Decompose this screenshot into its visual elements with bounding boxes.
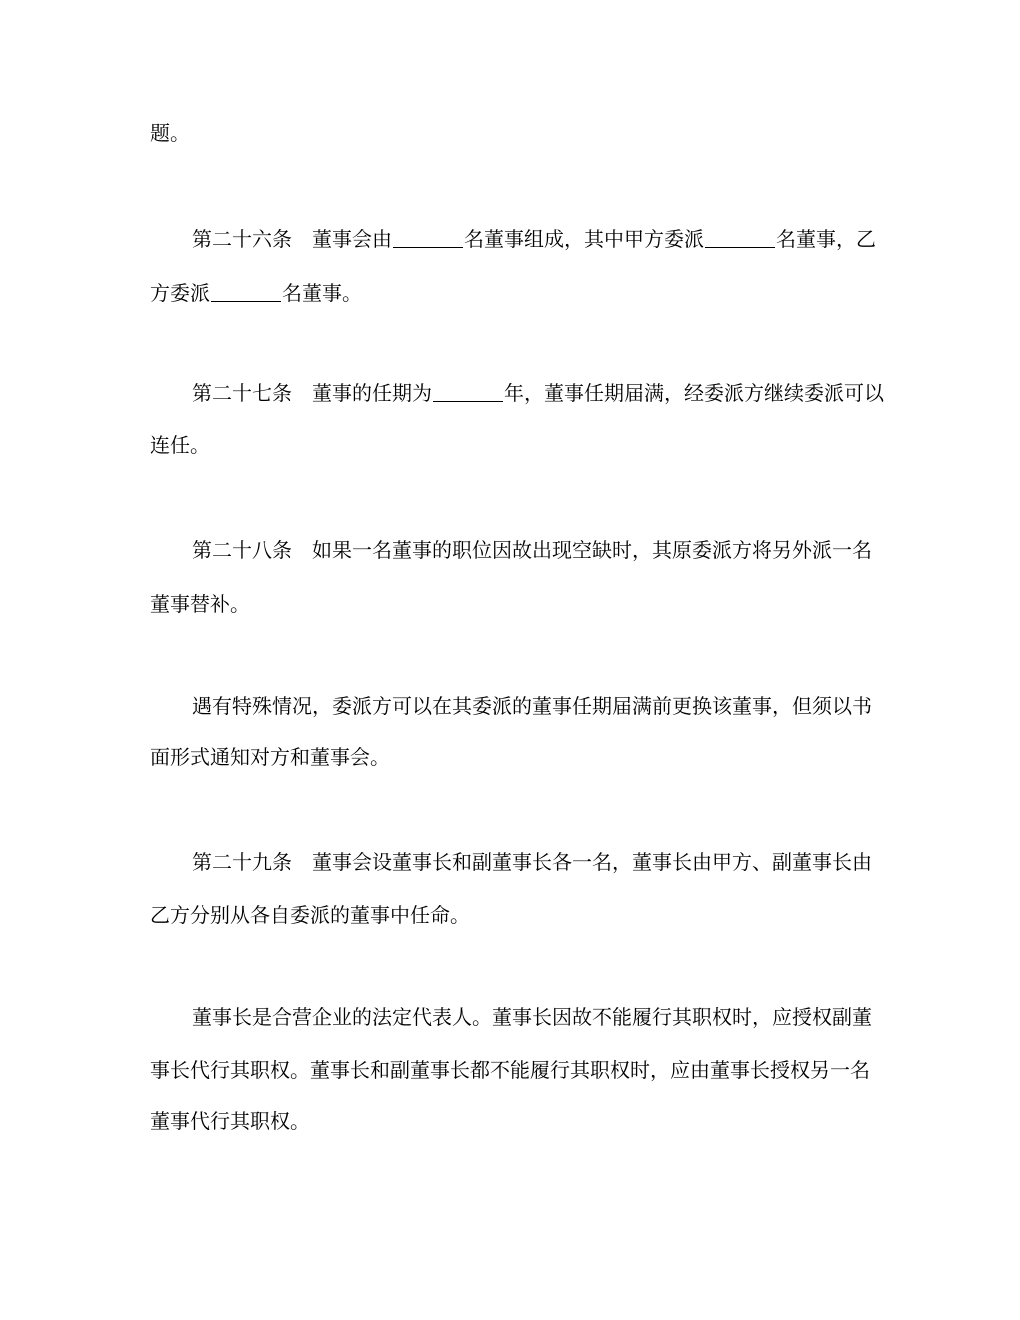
paragraph-text: 董事代行其职权。 <box>150 1109 310 1133</box>
paragraph-special-case-line-1 <box>192 694 872 718</box>
article-27-line-2 <box>150 433 210 457</box>
paragraph-chairman-line-2 <box>150 1058 870 1082</box>
article-number: 第二十七条 <box>192 381 292 405</box>
article-text: 董事替补。 <box>150 592 250 616</box>
fill-in-blank[interactable] <box>433 381 503 402</box>
article-text: 董事的任期为 <box>312 381 432 405</box>
article-text: 名董事。 <box>282 281 362 305</box>
article-text: 方委派 <box>150 281 210 305</box>
article-text: 如果一名董事的职位因故出现空缺时，其原委派方将另外派一名 <box>312 538 872 562</box>
article-text: 乙方分别从各自委派的董事中任命。 <box>150 903 470 927</box>
paragraph-text: 事长代行其职权。董事长和副董事长都不能履行其职权时，应由董事长授权另一名 <box>150 1058 870 1082</box>
article-text: 董事会由 <box>312 227 392 251</box>
paragraph-chairman-line-3 <box>150 1109 310 1133</box>
paragraph-continuation <box>150 121 190 145</box>
article-text: 董事会设董事长和副董事长各一名，董事长由甲方、副董事长由 <box>312 850 872 874</box>
article-number: 第二十六条 <box>192 227 292 251</box>
article-text: 年，董事任期届满，经委派方继续委派可以 <box>504 381 884 405</box>
paragraph-special-case-line-2 <box>150 745 390 769</box>
article-number: 第二十九条 <box>192 850 292 874</box>
fill-in-blank[interactable] <box>705 227 775 248</box>
paragraph-text: 董事长是合营企业的法定代表人。董事长因故不能履行其职权时，应授权副董 <box>192 1005 872 1029</box>
paragraph-text: 遇有特殊情况，委派方可以在其委派的董事任期届满前更换该董事，但须以书 <box>192 694 872 718</box>
article-26-line-2 <box>150 281 362 305</box>
paragraph-text: 面形式通知对方和董事会。 <box>150 745 390 769</box>
article-28-line-2 <box>150 592 250 616</box>
paragraph-chairman-line-1 <box>192 1005 872 1029</box>
article-29-line-1 <box>192 850 872 874</box>
article-29-line-2 <box>150 903 470 927</box>
article-27-line-1 <box>192 381 884 405</box>
fill-in-blank[interactable] <box>211 281 281 302</box>
article-number: 第二十八条 <box>192 538 292 562</box>
article-text: 名董事组成，其中甲方委派 <box>464 227 704 251</box>
fill-in-blank[interactable] <box>393 227 463 248</box>
article-text: 连任。 <box>150 433 210 457</box>
article-26-line-1 <box>192 227 876 251</box>
article-text: 名董事，乙 <box>776 227 876 251</box>
article-28-line-1 <box>192 538 872 562</box>
paragraph-text: 题。 <box>150 121 190 145</box>
